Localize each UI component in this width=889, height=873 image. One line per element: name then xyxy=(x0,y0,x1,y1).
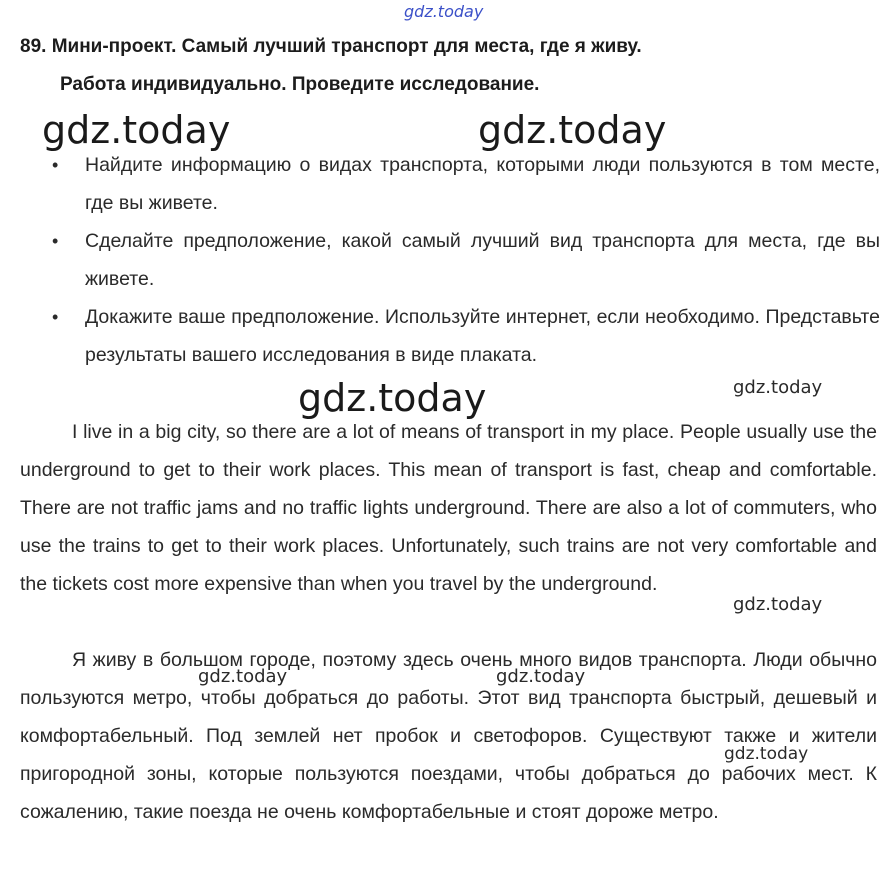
watermark-small: gdz.today xyxy=(198,666,288,687)
watermark-small: gdz.today xyxy=(733,594,823,615)
answer-russian-paragraph: Я живу в большом городе, поэтому здесь очень много видов транспорта. Люди обычно пользуются метро, чтобы добраться до работы. Этот вид транспорта быстрый, дешевый и комфортабельный. Под землей нет пробок и светофоров. Существуют также и жители пригородной зоны, которые пользуются поездами, чтобы добраться до рабочих мест. К сожалению, такие поезда не очень комфортабельные и стоят дороже метро. xyxy=(20,649,877,823)
watermark-top[interactable]: gdz.today xyxy=(404,2,484,21)
watermark-large: gdz.today xyxy=(298,376,487,420)
watermark-large: gdz.today xyxy=(42,108,231,152)
task-subheading: Работа индивидуально. Проведите исследование. xyxy=(60,74,540,95)
task-heading: 89. Мини-проект. Самый лучший транспорт для места, где я живу. xyxy=(20,36,642,57)
bullet-item: • Сделайте предположение, какой самый лучший вид транспорта для места, где вы живете. xyxy=(50,222,880,298)
watermark-small: gdz.today xyxy=(496,666,586,687)
watermark-small: gdz.today xyxy=(724,744,809,764)
watermark-large: gdz.today xyxy=(478,108,667,152)
bullet-item: • Докажите ваше предположение. Используйте интернет, если необходимо. Представьте результаты вашего исследования в виде плаката. xyxy=(50,298,880,374)
watermark-small: gdz.today xyxy=(733,377,823,398)
answer-english-paragraph: I live in a big city, so there are a lot of means of transport in my place. People usually use the underground to get to their work places. This mean of transport is fast, cheap and comfortable. There are not traffic jams and no traffic lights underground. There are also a lot of commuters, who use the trains to get to their work places. Unfortunately, such trains are not very comfortable and the tickets cost more expensive than when you travel by the underground. xyxy=(20,421,877,595)
bullet-item: • Найдите информацию о видах транспорта, которыми люди пользуются в том месте, где вы живете. xyxy=(50,146,880,222)
task-bullet-list xyxy=(50,146,880,374)
